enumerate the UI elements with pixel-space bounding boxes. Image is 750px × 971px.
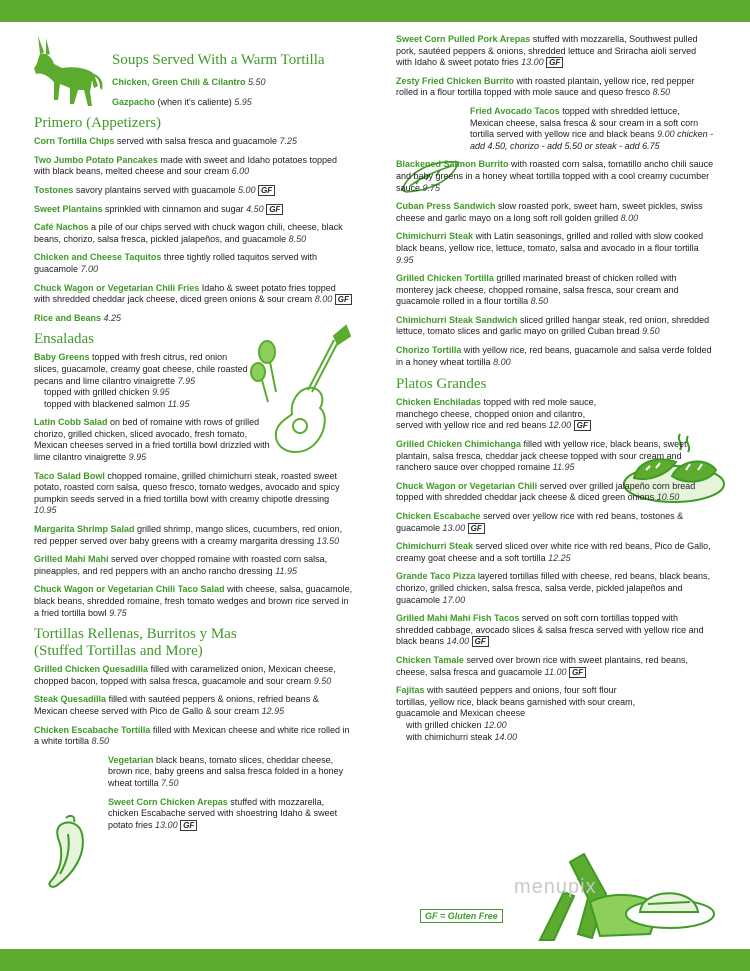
menu-item: Tostones savory plantains served with guacamole 5.00 GF: [34, 185, 354, 197]
menu-item: Rice and Beans 4.25: [34, 312, 122, 323]
menu-item: Chuck Wagon or Vegetarian Chili served over grilled jalapeño corn bread topped with shredded cheddar jack cheese & diced green onions 10.50: [396, 480, 696, 503]
menu-item: Chicken Escabache served over yellow rice with red beans, tostones & guacamole 13.00 GF: [396, 511, 684, 533]
menu-item: Grilled Chicken Chimichanga filled with yellow rice, black beans, sweet plantain, salsa fresca, cheddar jack cheese topped with sour cream and ranchero sauce over chopped romaine 11.95: [396, 439, 687, 473]
menu-item: Taco Salad Bowl chopped romaine, grilled chimichurri steak, roasted sweet potato, roasted corn salsa, queso fresco, tomato wedges, avocado and spicy pumpkin seeds served in a fried tortilla bowl with creamy chipotle dressing 10.95: [34, 470, 340, 516]
menu-item: Grande Taco Pizza layered tortillas filled with cheese, red beans, black beans, chorizo, grilled chicken, salsa fresca, salsa verde, pickled jalapeños and guacamole 17.00: [396, 571, 711, 605]
gf-badge: GF: [468, 523, 485, 534]
menu-item: Zesty Fried Chicken Burrito with roasted plantain, yellow rice, red pepper rolled in a flour tortilla topped with mole sauce and queso fresco 8.50: [396, 75, 695, 98]
gf-badge: GF: [574, 420, 591, 431]
right-column: [396, 34, 714, 750]
menu-item: Steak Quesadilla filled with sautéed peppers & onions, refried beans & Mexican cheese served with Pico de Gallo & sour cream 12.95: [34, 694, 319, 716]
top-band: [0, 0, 750, 22]
watermark: menupix: [514, 876, 597, 898]
section-title-tortillas: Tortillas Rellenas, Burritos y Mas: [34, 626, 237, 643]
gf-badge: GF: [335, 294, 352, 305]
soups-section: [34, 52, 354, 108]
menu-item: Chorizo Tortilla with yellow rice, red beans, guacamole and salsa verde folded in a honey wheat tortilla 8.00: [396, 345, 712, 367]
menu-item: Chicken Enchiladas topped with red mole sauce, manchego cheese, chopped onion and cilantro, served with yellow rice and red beans 12.00 GF: [396, 397, 597, 431]
section-title-ensaladas: Ensaladas: [34, 331, 94, 348]
menu-item: Chuck Wagon or Vegetarian Chili Fries Idaho & sweet potato fries topped with shredded cheddar jack cheese, diced green onions & sour cream 8.00 GF: [34, 283, 354, 306]
menu-item: Chicken, Green Chili & Cilantro 5.50: [112, 77, 266, 87]
menu-item: Chimichurri Steak Sandwich sliced grilled hangar steak, red onion, shredded lettuce, tomato slices and garlic mayo on grilled Cuban bread 9.50: [396, 314, 710, 337]
menu-item: Latin Cobb Salad on bed of romaine with rows of grilled chorizo, grilled chicken, sliced avocado, fresh tomato, Mexican cheeses served in a fried tortilla bowl drizzled with lime cilantro vinaigrette 9.95: [34, 417, 270, 463]
menu-item: Grilled Chicken Tortilla grilled marinated breast of chicken rolled with monterey jack cheese, chopped romaine, salsa fresca, sour cream and guacamole rolled in a flour tortilla 8.50: [396, 273, 679, 307]
menu-item: Sweet Corn Pulled Pork Arepas stuffed with mozzarella, Southwest pulled pork, sautéed peppers & onions, shredded lettuce and Sriracha aioli served with Idaho & sweet potato fries 13.00 GF: [396, 34, 698, 68]
menu-item: Vegetarian black beans, tomato slices, cheddar cheese, brown rice, baby greens and salsa fresca folded in a honey wheat tortilla 7.50: [108, 754, 344, 788]
menu-item: Chimichurri Steak with Latin seasonings, grilled and rolled with slow cooked black beans, yellow rice, lettuce, tomato, salsa and avocado in a flour tortilla 9.95: [396, 231, 704, 265]
gf-badge: GF: [180, 820, 197, 831]
menu-item: Fajitas with sautéed peppers and onions, four soft flour tortillas, yellow rice, black beans garnished with sour cream, guacamole and Mexican cheese with grilled chicken 12.00 with chimichurri steak 14.00: [396, 685, 636, 742]
menu-item: Gazpacho (when it's caliente) 5.95: [112, 96, 252, 107]
menu-item: Sweet Corn Chicken Arepas stuffed with mozzarella, chicken Escabache served with shoestring Idaho & sweet potato fries 13.00 GF: [108, 796, 338, 830]
section-title-primero: Primero (Appetizers): [34, 115, 162, 132]
section-title-soups: Soups Served With a Warm Tortilla: [112, 52, 325, 68]
gluten-free-note: GF = Gluten Free: [420, 909, 503, 923]
bottom-band: [0, 949, 750, 971]
menu-item: Corn Tortilla Chips served with salsa fresca and guacamole 7.25: [34, 136, 297, 147]
menu-item: Grilled Chicken Quesadilla filled with caramelized onion, Mexican cheese, chopped bacon, topped with salsa fresca, guacamole and sour cream 9.50: [34, 664, 336, 686]
gf-badge: GF: [258, 185, 275, 196]
gf-badge: GF: [569, 667, 586, 678]
menu-item: Cuban Press Sandwich slow roasted pork, sweet ham, sweet pickles, swiss cheese and garlic mayo on a long soft roll golden grilled 8.00: [396, 201, 703, 223]
menu-item: Café Nachos a pile of our chips served with chuck wagon chili, cheese, black beans, chorizo, salsa fresca, pickled jalapeños, and guacamole 8.50: [34, 222, 343, 244]
menu-item: Baby Greens topped with fresh citrus, red onion slices, guacamole, creamy goat cheese, chile roasted pecans and lime cilantro vinaigrette 7.95 topped with grilled chicken 9.95 topped with blackened salmon 11.95: [34, 352, 248, 409]
gf-badge: GF: [472, 636, 489, 647]
menu-item: Blackened Salmon Burrito with roasted corn salsa, tomatillo ancho chili sauce and baby greens in a honey wheat tortilla topped with a cool creamy cucumber sauce 9.75: [396, 159, 714, 193]
menu-item: Margarita Shrimp Salad grilled shrimp, mango slices, cucumbers, red onion, red pepper served over baby greens with a creamy margarita dressing 13.50: [34, 524, 343, 546]
section-title-platos: Platos Grandes: [396, 376, 487, 393]
gf-badge: GF: [546, 57, 563, 68]
left-column: [34, 34, 354, 838]
menu-item: Chicken Escabache Tortilla filled with Mexican cheese and white rice rolled in a white tortilla 8.50: [34, 724, 350, 747]
menu-item: Chimichurri Steak served sliced over white rice with red beans, Pico de Gallo, creamy goat cheese and a soft tortilla 12.25: [396, 541, 711, 563]
menu-item: Chicken and Cheese Taquitos three tightly rolled taquitos served with guacamole 7.00: [34, 252, 317, 274]
menu-item: Chicken Tamale served over brown rice with sweet plantains, red beans, cheese, salsa fresca and guacamole 11.00 GF: [396, 654, 689, 677]
menu-item: Fried Avocado Tacos topped with shredded lettuce, Mexican cheese, salsa fresca & sour cream in a soft corn tortilla served with yellow rice and black beans 9.00 chicken - add 4.50, chorizo - add 5.50 or steak - add 6.75: [470, 105, 714, 151]
menu-item: Chuck Wagon or Vegetarian Chili Taco Salad with cheese, salsa, guacamole, black beans, shredded romaine, fresh tomato wedges and brown rice served in a fried tortilla bowl 9.75: [34, 584, 353, 618]
menu-item: Grilled Mahi Mahi served over chopped romaine with roasted corn salsa, pineapples, and red peppers with an ancho rancho dressing 11.95: [34, 554, 328, 576]
menu-item: Grilled Mahi Mahi Fish Tacos served on soft corn tortillas topped with shredded cabbage, avocado slices & salsa fresca served with yellow rice and black beans 14.00 GF: [396, 613, 704, 647]
gf-badge: GF: [266, 204, 283, 215]
menu-item: Sweet Plantains sprinkled with cinnamon and sugar 4.50 GF: [34, 204, 354, 216]
section-subtitle-tortillas: (Stuffed Tortillas and More): [34, 643, 203, 660]
menu-item: Two Jumbo Potato Pancakes made with sweet and Idaho potatoes topped with black beans, melted cheese and sour cream 6.00: [34, 154, 338, 177]
